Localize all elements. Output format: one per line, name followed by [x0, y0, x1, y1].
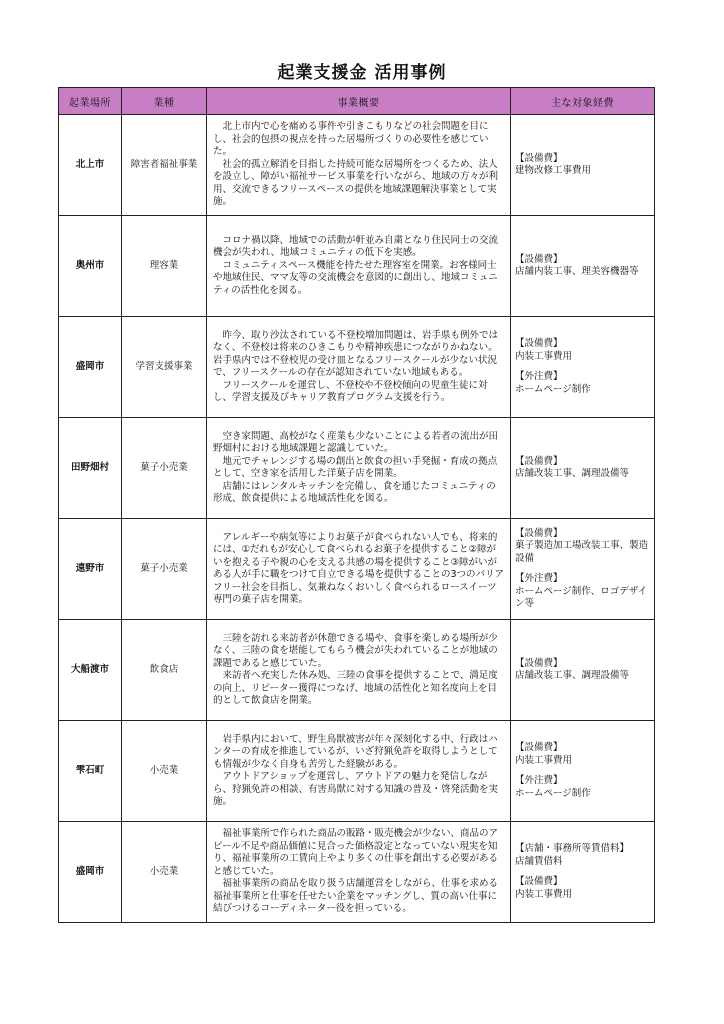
- table-header-row: [59, 88, 655, 115]
- summary-paragraph: コロナ禍以降、地域での活動が軒並み自粛となり住民同士の交流機会が失われ、地域コミュニティの低下を実感。: [213, 234, 499, 259]
- summary-paragraph: 岩手県内において、野生鳥獣被害が年々深刻化する中、行政はハンターの育成を推進しているが、いざ狩猟免許を取得しようとしても情報が少なく自身も苦労した経験がある。: [213, 733, 498, 770]
- cost-detail: 内装工事費用: [515, 754, 573, 766]
- costs-cell: [511, 620, 655, 721]
- industry-cell: 学習支援事業: [122, 317, 207, 418]
- cost-item: [515, 153, 652, 178]
- cost-item: [515, 371, 652, 396]
- cost-item: [515, 573, 652, 611]
- cost-item: [515, 843, 652, 868]
- cost-item: [515, 254, 652, 279]
- cost-detail: 建物改修工事費用: [515, 165, 592, 176]
- summary-paragraph: アレルギーや病気等によりお菓子が食べられない人でも、将来的には、①だれもが安心して食べられるお菓子を提供すること②障がいを抱える子や親の心を支える共感の場を提供すること③障がいがある人が手に職をつけて自立できる場を提供することの3つのバリアフリー社会を目指し、気兼ねなくおいしく食べられるロースイーツ専門の菓子店を開業。: [213, 531, 505, 605]
- summary-paragraph: 来訪者へ充実した休み処、三陸の食事を提供することで、満足度の向上、リピーター獲得につなげ、地域の活性化と知名度向上を目的として飲食店を開業。: [213, 670, 498, 706]
- page-title: 起業支援金 活用事例: [277, 63, 447, 83]
- cost-detail: ホームページ制作: [515, 787, 591, 799]
- cost-category: 【設備費】: [515, 253, 563, 265]
- summary-cell: [207, 620, 511, 721]
- summary-paragraph: 昨今、取り沙汰されている不登校増加問題は、岩手県も例外ではなく、不登校は将来のひきこもりや精神疾患につながりかねない。岩手県内では不登校児の受け皿となるフリースクールが少ない状況で、フリースクールの存在が認知されていない地域もある。: [213, 329, 499, 378]
- summary-paragraph: 北上市内で心を痛める事件や引きこもりなどの社会問題を目にし、社会的包摂の視点を持った居場所づくりの必要性を感じていた。: [213, 121, 489, 158]
- location-cell: 北上市: [59, 115, 122, 216]
- cost-category: 【外注費】: [515, 573, 563, 584]
- costs-cell: [511, 317, 655, 418]
- industry-cell: 飲食店: [122, 620, 207, 721]
- table-row: [59, 115, 655, 216]
- cost-category: 【設備費】: [515, 876, 563, 887]
- location-cell: 遠野市: [59, 519, 122, 620]
- industry-cell: 小売業: [122, 721, 207, 822]
- table-row: [59, 519, 655, 620]
- case-table: [58, 87, 655, 923]
- costs-cell: [511, 519, 655, 620]
- table-row: [59, 620, 655, 721]
- table-row: [59, 721, 655, 822]
- summary-paragraph: 福祉事業所の商品を取り扱う店舗運営をしながら、仕事を求める福祉事業所と仕事を任せたい企業をマッチングし、質の高い仕事に結びつけるコーディネーター役を担っている。: [213, 878, 499, 915]
- cost-category: 【外注費】: [515, 775, 563, 786]
- table-row: [59, 317, 655, 418]
- header-location: 起業場所: [59, 88, 122, 115]
- industry-cell: 菓子小売業: [122, 418, 207, 519]
- summary-cell: [207, 418, 511, 519]
- cost-detail: ホームページ制作: [515, 383, 591, 395]
- header-industry: 業種: [122, 88, 207, 115]
- table-row: [59, 216, 655, 317]
- summary-cell: [207, 115, 511, 216]
- cost-detail: 店舗改装工事、調理設備等: [515, 670, 630, 681]
- cost-item: [515, 775, 652, 800]
- summary-paragraph: 地元でチャレンジする場の創出と飲食の担い手発掘・育成の拠点として、空き家を活用した洋菓子店を開業。: [213, 455, 498, 479]
- costs-cell: [511, 721, 655, 822]
- summary-cell: [207, 216, 511, 317]
- summary-paragraph: コミュニティスペース機能を持たせた理容室を開業。お客様同士や地域住民、ママ友等の交流機会を意図的に創出し、地域コミュニティの活性化を図る。: [213, 259, 498, 296]
- cost-category: 【設備費】: [515, 152, 563, 164]
- location-cell: 田野畑村: [59, 418, 122, 519]
- location-cell: 雫石町: [59, 721, 122, 822]
- location-cell: 盛岡市: [59, 822, 122, 923]
- summary-cell: [207, 519, 511, 620]
- cost-item: [515, 876, 652, 901]
- cost-category: 【外注費】: [515, 371, 563, 382]
- cost-detail: ホームページ制作、ロゴデザイン等: [515, 585, 648, 609]
- cost-detail: 菓子製造加工場改装工事、製造設備: [515, 540, 649, 564]
- header-summary: 事業概要: [207, 88, 511, 115]
- cost-detail: 店舗内装工事、理美容機器等: [515, 266, 639, 277]
- location-cell: 大船渡市: [59, 620, 122, 721]
- summary-cell: [207, 721, 511, 822]
- industry-cell: 菓子小売業: [122, 519, 207, 620]
- industry-cell: 障害者福祉事業: [122, 115, 207, 216]
- cost-detail: 内装工事費用: [515, 888, 573, 900]
- cost-category: 【設備費】: [515, 527, 563, 539]
- summary-paragraph: 店舗にはレンタルキッチンを完備し、食を通じたコミュニティの形成、飲食提供による地域活性化を図る。: [213, 480, 496, 504]
- cost-item: [515, 658, 652, 683]
- location-cell: 盛岡市: [59, 317, 122, 418]
- costs-cell: [511, 216, 655, 317]
- cost-item: [515, 742, 652, 767]
- cost-detail: 店舗改装工事、調理設備等: [515, 468, 630, 479]
- cost-detail: 内装工事費用: [515, 350, 573, 362]
- cost-category: 【設備費】: [515, 742, 563, 753]
- industry-cell: 小売業: [122, 822, 207, 923]
- summary-paragraph: 空き家問題、高校がなく産業も少ないことによる若者の流出が田野畑村における地域課題と認識していた。: [213, 430, 499, 454]
- cost-category: 【設備費】: [515, 455, 563, 467]
- summary-paragraph: アウトドアショップを運営し、アウトドアの魅力を発信しながら、狩猟免許の相談、有害鳥獣に対する知識の普及・啓発活動を実施。: [213, 771, 499, 807]
- summary-paragraph: フリースクールを運営し、不登校や不登校傾向の児童生徒に対し、学習支援及びキャリア教育プログラム支援を行う。: [213, 379, 488, 403]
- summary-cell: [207, 822, 511, 923]
- summary-paragraph: 社会的孤立解消を目指した持続可能な居場所をつくるため、法人を設立し、障がい福祉サービス事業を行いながら、地域の方々が利用、交流できるフリースペースの提供を地域課題解決事業として実施。: [213, 158, 499, 208]
- summary-paragraph: 三陸を訪れる来訪者が休憩できる場や、食事を楽しめる場所が少なく、三陸の食を堪能してもらう機会が失われていることが地域の課題であると感じていた。: [213, 632, 498, 669]
- cost-item: [515, 528, 652, 566]
- costs-cell: [511, 418, 655, 519]
- summary-cell: [207, 317, 511, 418]
- cost-detail: 店舗賃借料: [515, 855, 563, 867]
- cost-category: 【設備費】: [515, 338, 563, 349]
- summary-paragraph: 福祉事業所で作られた商品の販路・販売機会が少ない、商品のアピール不足や商品価値に見合った価格設定となっていない現実を知り、福祉事業所の工賃向上やより多くの仕事を創出する必要があると感じていた。: [213, 828, 499, 877]
- header-costs: 主な対象経費: [511, 88, 655, 115]
- cost-item: [515, 456, 652, 481]
- table-row: [59, 822, 655, 923]
- location-cell: 奥州市: [59, 216, 122, 317]
- cost-category: 【設備費】: [515, 657, 563, 669]
- cost-item: [515, 338, 652, 363]
- cost-category: 【店舗・事務所等賃借料】: [515, 843, 630, 854]
- costs-cell: [511, 115, 655, 216]
- table-row: [59, 418, 655, 519]
- industry-cell: 理容業: [122, 216, 207, 317]
- costs-cell: [511, 822, 655, 923]
